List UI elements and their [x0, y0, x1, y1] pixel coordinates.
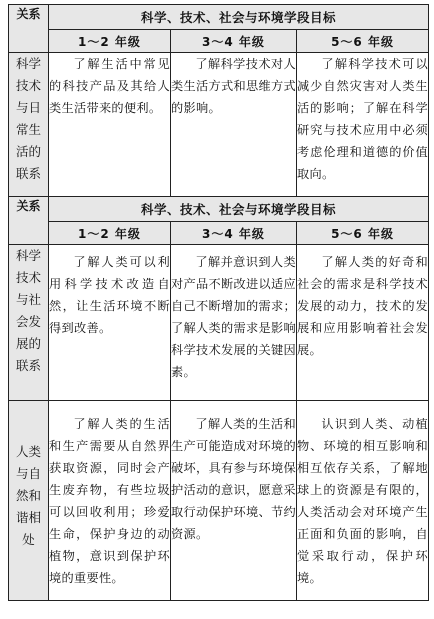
goal-cell-grade-1-2: 了解人类可以利用科学技术改造自然，让生活环境不断得到改善。 — [49, 245, 171, 401]
table1-corner-label: 关系 — [9, 5, 49, 53]
row-theme: 人类 与自 然和 谐相 处 — [9, 401, 49, 601]
table2-grade-3-4: 3～4 年级 — [171, 222, 297, 245]
goal-cell-grade-5-6: 了解科学技术可以减少自然灾害对人类生活的影响；了解在科学研究与技术应用中必须考虑伦理和道德的价值取向。 — [297, 53, 429, 211]
row-theme: 科学 技术 与社 会发 展的 联系 — [9, 245, 49, 401]
table2-corner-label: 关系 — [9, 197, 49, 245]
row-theme: 科学 技术 与日 常生 活的 联系 — [9, 53, 49, 211]
table1-grade-3-4: 3～4 年级 — [171, 30, 297, 53]
table1-grade-5-6: 5～6 年级 — [297, 30, 429, 53]
goal-table-1 — [8, 4, 429, 211]
goal-cell-grade-1-2: 了解生活中常见的科技产品及其给人类生活带来的便利。 — [49, 53, 171, 211]
goal-cell-grade-3-4: 了解人类的生活和生产可能造成对环境的破坏，具有参与环境保护活动的意识，愿意采取行动保护环境、节约资源。 — [171, 401, 297, 601]
goal-cell-grade-5-6: 了解人类的好奇和社会的需求是科学技术发展的动力，技术的发展和应用影响着社会发展。 — [297, 245, 429, 401]
table-row — [9, 245, 429, 401]
goal-table-2 — [8, 196, 429, 601]
table1-grade-1-2: 1～2 年级 — [49, 30, 171, 53]
table1-goal-title: 科学、技术、社会与环境学段目标 — [49, 5, 429, 30]
goal-cell-grade-1-2: 了解人类的生活和生产需要从自然界获取资源，同时会产生废弃物，有些垃圾可以回收利用；珍爱生命，保护身边的动植物，意识到保护环境的重要性。 — [49, 401, 171, 601]
table2-grade-1-2: 1～2 年级 — [49, 222, 171, 245]
goal-cell-grade-3-4: 了解科学技术对人类生活方式和思维方式的影响。 — [171, 53, 297, 211]
table2-goal-title: 科学、技术、社会与环境学段目标 — [49, 197, 429, 222]
goal-cell-grade-5-6: 认识到人类、动植物、环境的相互影响和相互依存关系，了解地球上的资源是有限的，人类活动会对环境产生正面和负面的影响，自觉采取行动，保护环境。 — [297, 401, 429, 601]
table-row — [9, 401, 429, 601]
goal-cell-grade-3-4: 了解并意识到人类对产品不断改进以适应自己不断增加的需求；了解人类的需求是影响科学技术发展的关键因素。 — [171, 245, 297, 401]
table2-grade-5-6: 5～6 年级 — [297, 222, 429, 245]
table-row — [9, 53, 429, 211]
